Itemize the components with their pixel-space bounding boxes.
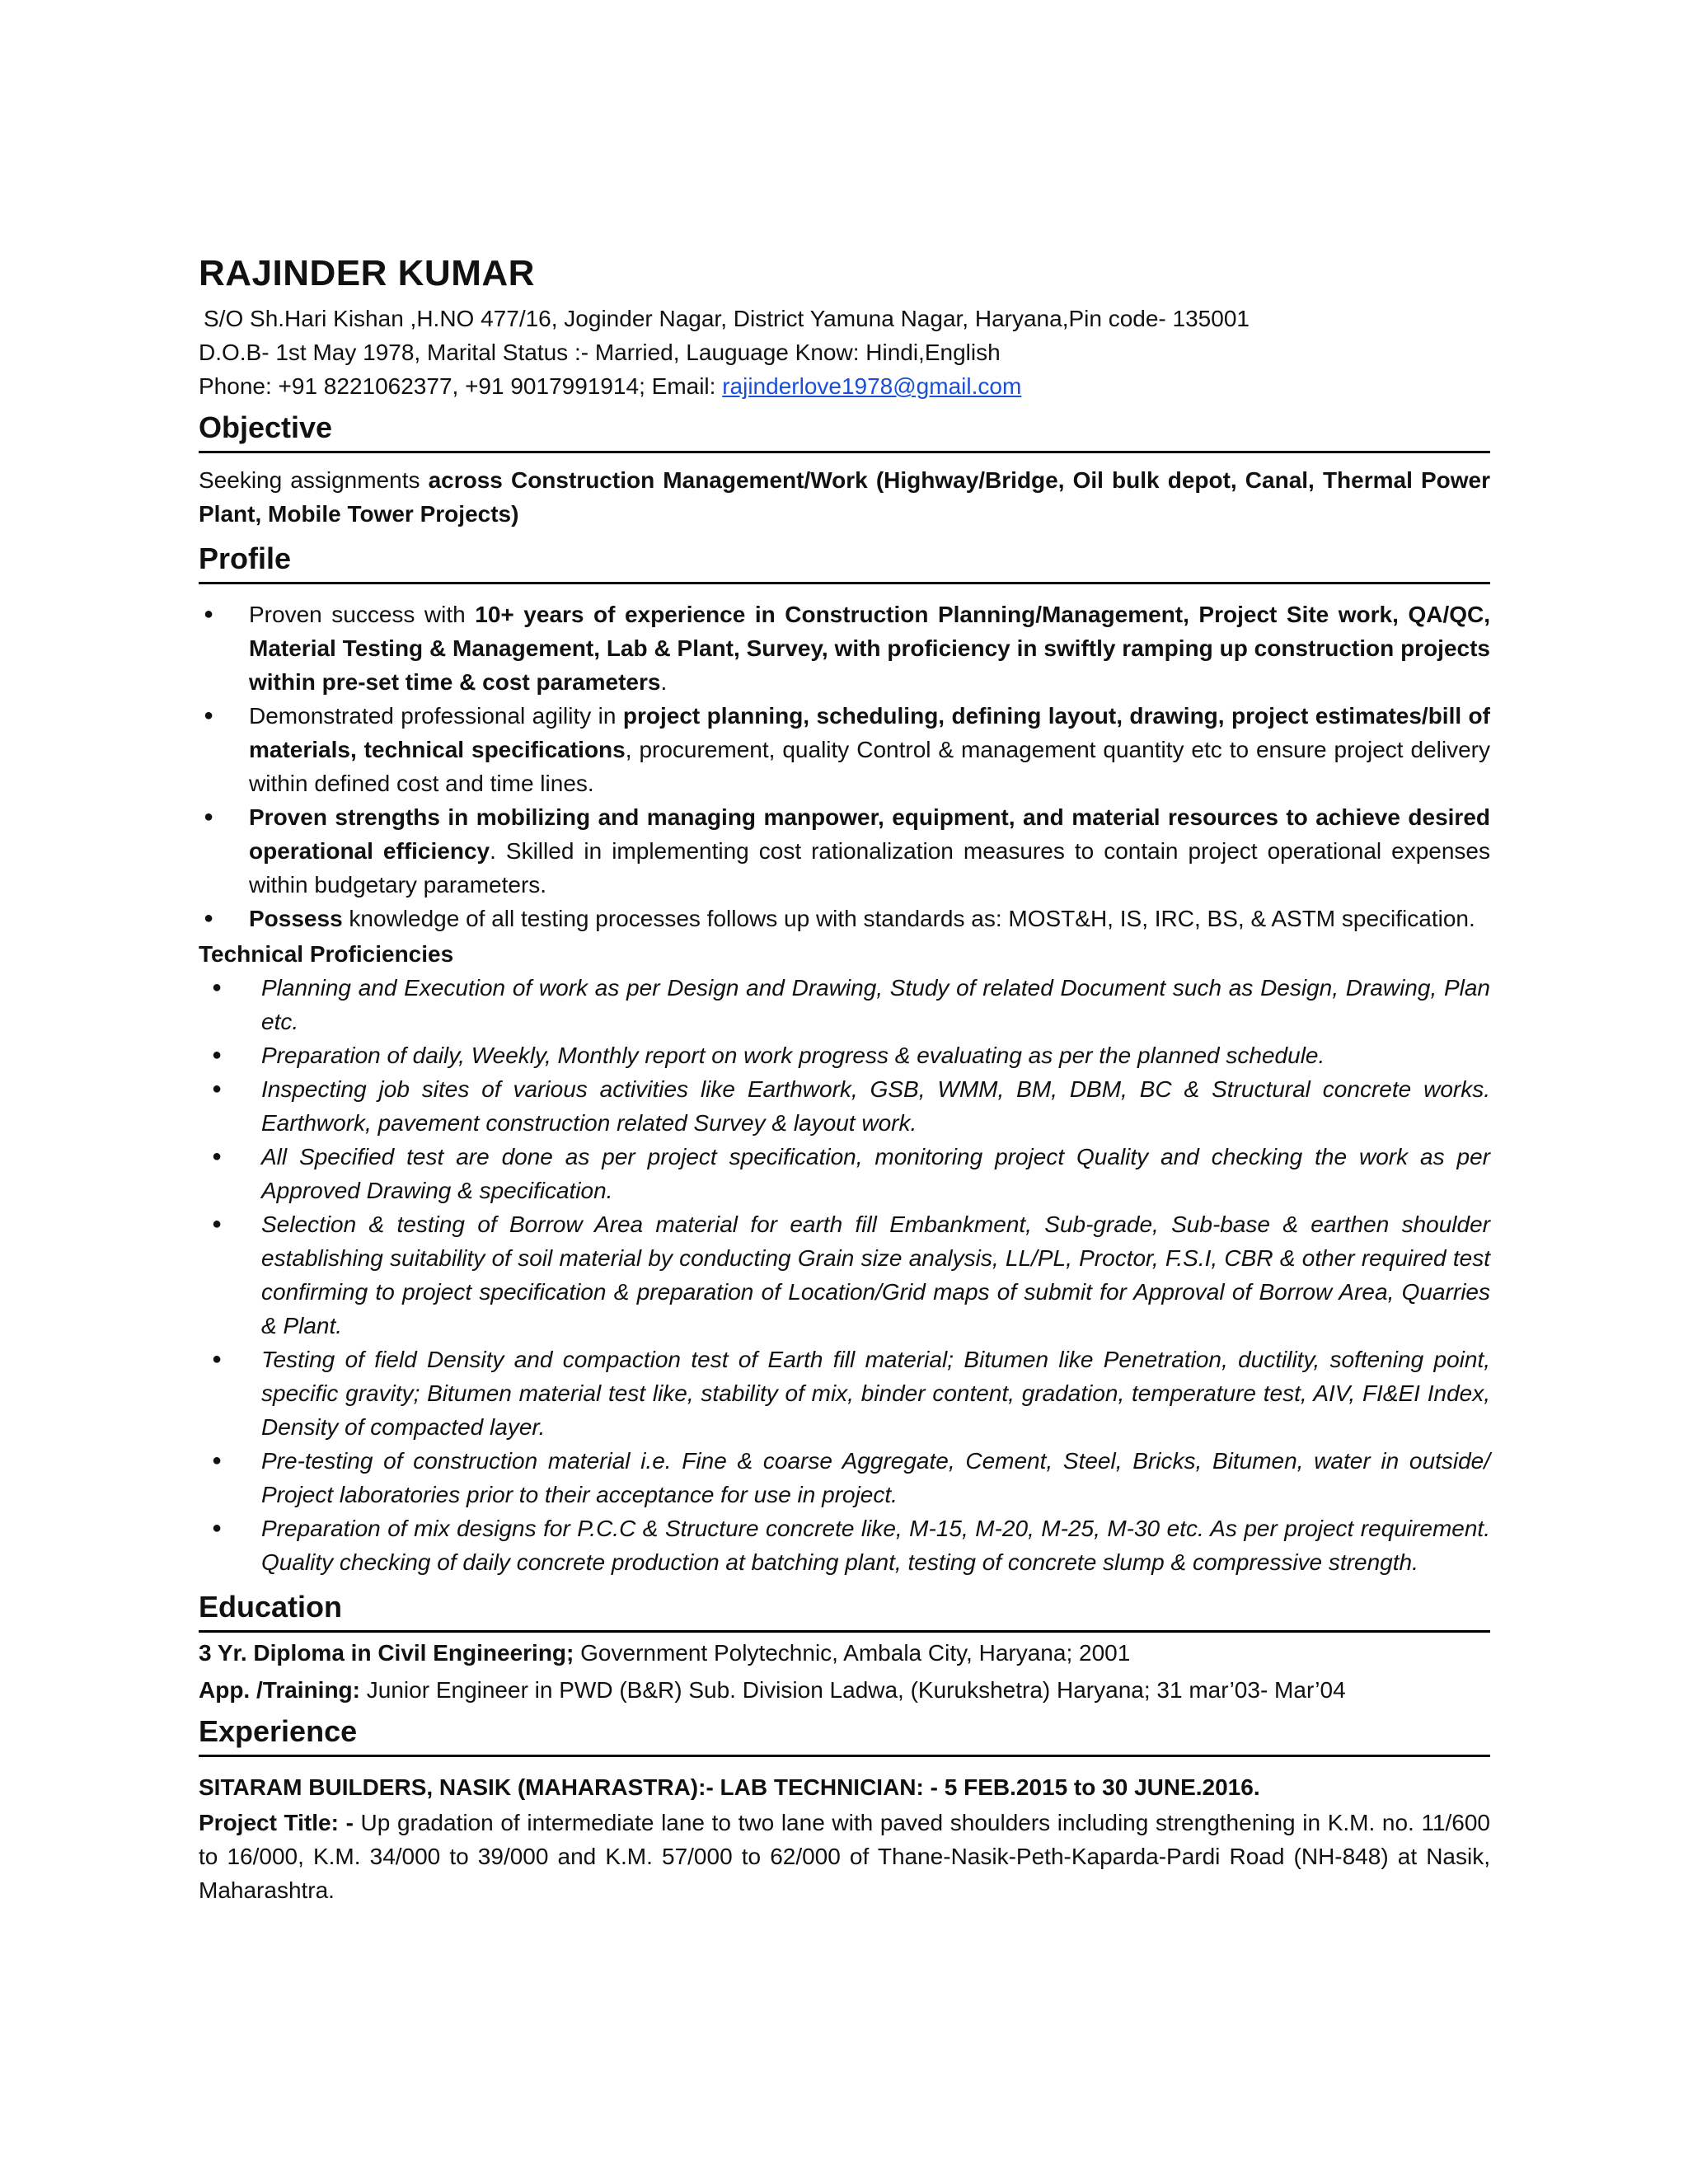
tech-item: ● Preparation of mix designs for P.C.C & Structure concrete like, M-15, M-20, M-25, M-30 etc. As per project requirement. Quality checking of daily concrete production at batching plant, testing of concrete slump & compressive strength. xyxy=(199,1511,1490,1579)
education-diploma xyxy=(199,1636,1490,1670)
objective-text xyxy=(199,463,1490,531)
tech-item: ● Inspecting job sites of various activities like Earthwork, GSB, WMM, BM, DBM, BC & Structural concrete works. Earthwork, pavement construction related Survey & layout work. xyxy=(199,1072,1490,1140)
candidate-name: RAJINDER KUMAR xyxy=(199,253,535,293)
objective-heading: Objective xyxy=(199,408,1490,453)
bullet-text-bold: 10+ years of experience in Construction Planning/Management, Project Site work, QA/QC, Material Testing & Management, Lab & Plant, Survey, with proficiency in swiftly ramping up construction projects within pre-set time & cost parameters xyxy=(249,602,1490,695)
email-link[interactable]: rajinderlove1978@gmail.com xyxy=(722,373,1022,399)
diploma-label: 3 Yr. Diploma in Civil Engineering; xyxy=(199,1640,574,1666)
bullet-text: , procurement, quality Control & management quantity etc to ensure project delivery within defined cost and time lines. xyxy=(249,737,1490,796)
profile-bullet xyxy=(199,800,1490,902)
bullet-text: . xyxy=(660,669,668,695)
experience-heading: Experience xyxy=(199,1712,1490,1757)
profile-bullet-list xyxy=(199,598,1490,935)
resume-content xyxy=(199,249,1490,1907)
training-text: Junior Engineer in PWD (B&R) Sub. Division Ladwa, (Kurukshetra) Haryana; 31 mar’03- Mar’04 xyxy=(360,1677,1346,1703)
tech-item: ● Planning and Execution of work as per Design and Drawing, Study of related Document such as Design, Drawing, Plan etc. xyxy=(199,971,1490,1038)
tech-item: ● All Specified test are done as per project specification, monitoring project Quality and checking the work as per Approved Drawing & specification. xyxy=(199,1140,1490,1207)
objective-text-bold: across Construction Management/Work (Highway/Bridge, Oil bulk depot, Canal, Thermal Power Plant, Mobile Tower Projects) xyxy=(199,467,1490,527)
profile-bullet xyxy=(199,699,1490,800)
bullet-text: Demonstrated professional agility in xyxy=(249,703,623,729)
diploma-text: Government Polytechnic, Ambala City, Haryana; 2001 xyxy=(574,1640,1131,1666)
project-label: Project Title: - xyxy=(199,1810,354,1835)
profile-heading: Profile xyxy=(199,539,1490,584)
dob-line: D.O.B- 1st May 1978, Marital Status :- Married, Lauguage Know: Hindi,English xyxy=(199,340,1001,365)
objective-text-plain: Seeking assignments xyxy=(199,467,429,493)
experience-title: SITARAM BUILDERS, NASIK (MAHARASTRA):- LAB TECHNICIAN: - 5 FEB.2015 to 30 JUNE.2016. xyxy=(199,1774,1260,1800)
address-line: S/O Sh.Hari Kishan ,H.NO 477/16, Joginder Nagar, District Yamuna Nagar, Haryana,Pin code- 135001 xyxy=(204,306,1250,331)
profile-bullet xyxy=(199,902,1490,935)
technical-proficiencies-heading: Technical Proficiencies xyxy=(199,941,454,967)
bullet-text: . Skilled in implementing cost rationalization measures to contain project operational expenses within budgetary parameters. xyxy=(249,838,1490,898)
profile-bullet xyxy=(199,598,1490,699)
bullet-text: knowledge of all testing processes follows up with standards as: MOST&H, IS, IRC, BS, & ASTM specification. xyxy=(342,906,1475,931)
bullet-text-bold: project planning, scheduling, defining layout, drawing, project estimates/bill of materials, technical specifications xyxy=(249,703,1490,762)
tech-item: ● Pre-testing of construction material i.e. Fine & coarse Aggregate, Cement, Steel, Bricks, Bitumen, water in outside/ Project laboratories prior to their acceptance for use in project. xyxy=(199,1444,1490,1511)
tech-item: ● Testing of field Density and compaction test of Earth fill material; Bitumen like Penetration, ductility, softening point, specific gravity; Bitumen material test like, stability of mix, binder content, gradation, temperature test, AIV, FI&EI Index, Density of compacted layer. xyxy=(199,1343,1490,1444)
bullet-text-bold: Proven strengths in mobilizing and managing manpower, equipment, and material resources to achieve desired operational efficiency xyxy=(249,804,1490,864)
bullet-text-bold: Possess xyxy=(249,906,343,931)
experience-project xyxy=(199,1806,1490,1907)
tech-item: ● Selection & testing of Borrow Area material for earth fill Embankment, Sub-grade, Sub-base & earthen shoulder establishing suitability of soil material by conducting Grain size analysis, LL/PL, Proctor, F.S.I, CBR & other required test confirming to project specification & preparation of Location/Grid maps of submit for Approval of Borrow Area, Quarries & Plant. xyxy=(199,1207,1490,1343)
phone-text: Phone: +91 8221062377, +91 9017991914; Email: xyxy=(199,373,723,399)
tech-item: ● Preparation of daily, Weekly, Monthly report on work progress & evaluating as per the planned schedule. xyxy=(199,1038,1490,1072)
training-label: App. /Training: xyxy=(199,1677,360,1703)
project-text: Up gradation of intermediate lane to two lane with paved shoulders including strengthening in K.M. no. 11/600 to 16/000, K.M. 34/000 to 39/000 and K.M. 57/000 to 62/000 of Thane-Nasik-Peth-Kaparda-Pardi Road (NH-848) at Nasik, Maharashtra. xyxy=(199,1810,1491,1903)
education-heading: Education xyxy=(199,1587,1490,1633)
contact-line xyxy=(199,369,1490,403)
bullet-text: Proven success with xyxy=(249,602,476,627)
education-training xyxy=(199,1673,1490,1707)
technical-proficiencies-list xyxy=(199,971,1490,1579)
